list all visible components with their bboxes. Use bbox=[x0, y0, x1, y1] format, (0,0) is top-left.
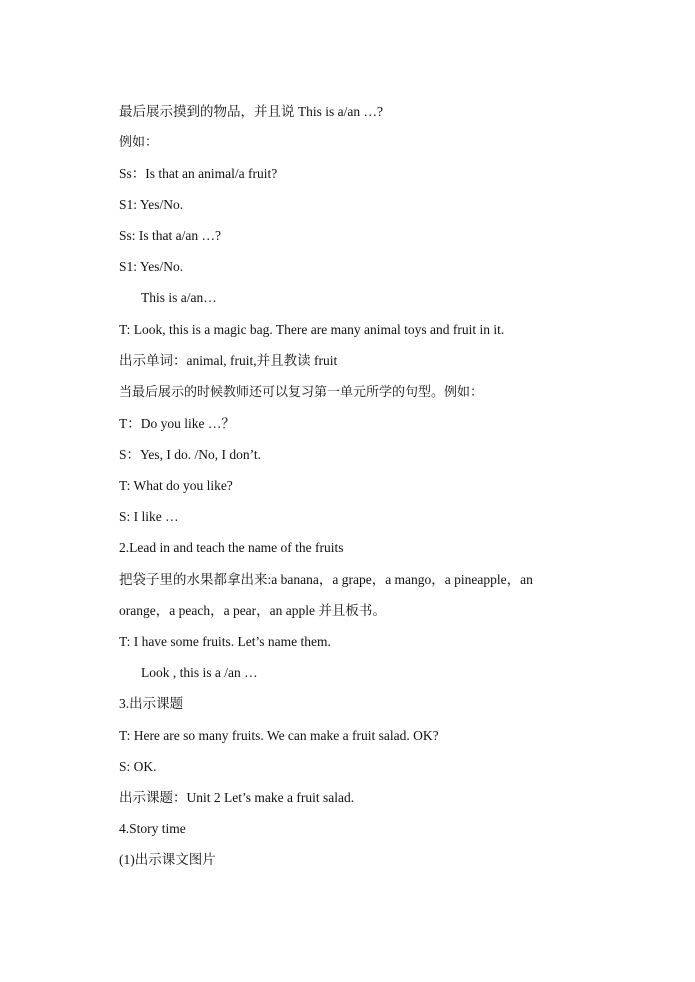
text-line: T: I have some fruits. Let’s name them. bbox=[119, 634, 331, 649]
text-line: 4.Story time bbox=[119, 821, 186, 836]
text-line: 3.出示课题 bbox=[119, 696, 184, 711]
text-line: Ss：Is that an animal/a fruit? bbox=[119, 166, 278, 181]
text-line: orange，a peach，a pear，an apple 并且板书。 bbox=[119, 603, 386, 618]
text-line: S: I like … bbox=[119, 509, 179, 524]
text-line: S1: Yes/No. bbox=[119, 197, 184, 212]
text-line: (1)出示课文图片 bbox=[119, 852, 216, 867]
text-line: This is a/an… bbox=[141, 290, 217, 305]
text-line: T: Look, this is a magic bag. There are many animal toys and fruit in it. bbox=[119, 322, 505, 337]
text-line: S: OK. bbox=[119, 759, 157, 774]
text-line: T: What do you like? bbox=[119, 478, 233, 493]
text-line: Ss: Is that a/an …? bbox=[119, 228, 221, 243]
text-line: 出示单词：animal, fruit,并且教读 fruit bbox=[119, 353, 338, 368]
text-line: Look , this is a /an … bbox=[141, 665, 258, 680]
text-line: T：Do you like …？ bbox=[119, 416, 235, 431]
text-line: 例如： bbox=[119, 135, 159, 150]
text-line: 最后展示摸到的物品，并且说 This is a/an …? bbox=[119, 104, 383, 119]
text-line: S1: Yes/No. bbox=[119, 259, 184, 274]
text-line: T: Here are so many fruits. We can make a fruit salad. OK? bbox=[119, 728, 439, 743]
text-line: 出示课题：Unit 2 Let’s make a fruit salad. bbox=[119, 790, 355, 805]
text-line: 当最后展示的时候教师还可以复习第一单元所学的句型。例如： bbox=[119, 385, 484, 400]
text-line: 把袋子里的水果都拿出来:a banana，a grape，a mango，a pineapple，an bbox=[119, 572, 533, 587]
text-line: S：Yes, I do. /No, I don’t. bbox=[119, 447, 262, 462]
text-line: 2.Lead in and teach the name of the fruits bbox=[119, 540, 344, 555]
